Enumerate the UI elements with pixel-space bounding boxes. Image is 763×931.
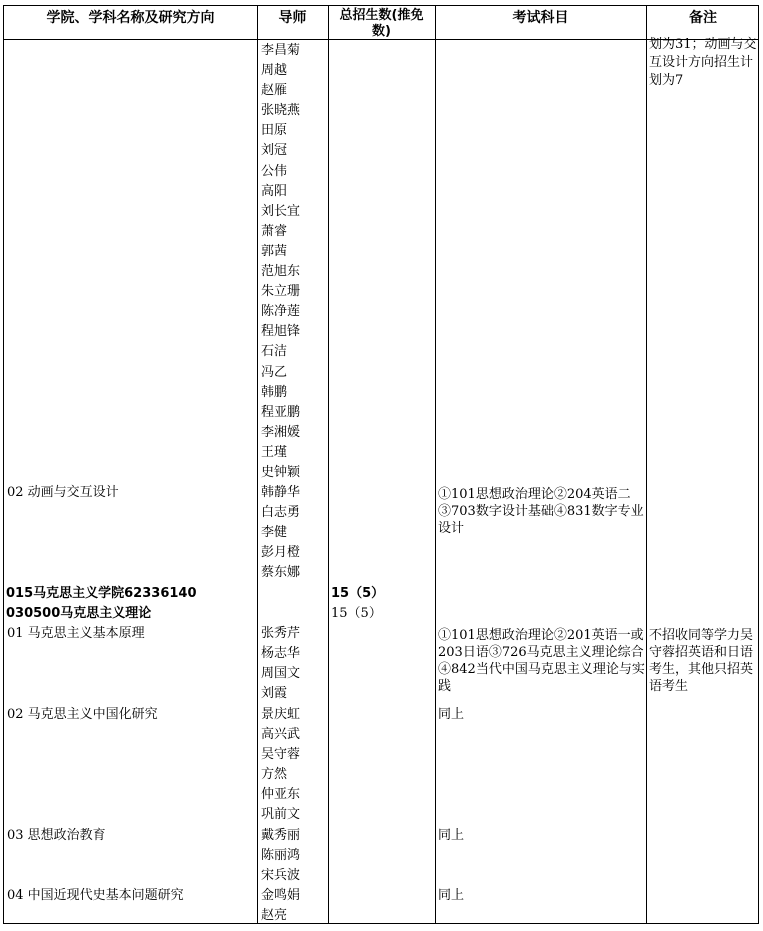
tutor-name: 王瑾 bbox=[261, 444, 288, 460]
tutor-name: 范旭东 bbox=[261, 264, 301, 280]
tutor-name: 韩静华 bbox=[261, 485, 301, 500]
note-text: 不招收同等学力吴守蓉招英语和日语考生，其他只招英语考生 bbox=[649, 628, 754, 694]
header-college: 学院、学科名称及研究方向 bbox=[46, 10, 215, 26]
header-tutor: 导师 bbox=[278, 10, 307, 26]
tutor-name: 巩前文 bbox=[261, 807, 301, 823]
tutor-list bbox=[261, 886, 300, 926]
tutor-name: 仲亚东 bbox=[261, 787, 301, 803]
tutor-name: 石洁 bbox=[261, 344, 288, 360]
tutor-name: 刘冠 bbox=[261, 143, 288, 159]
tutor-list bbox=[261, 483, 300, 583]
exam-subjects: 同上 bbox=[438, 707, 465, 722]
tutor-name: 张秀芹 bbox=[261, 626, 301, 641]
direction-name: 01 马克思主义基本原理 bbox=[7, 626, 145, 641]
column-divider bbox=[257, 6, 258, 923]
tutor-name: 彭月橙 bbox=[261, 545, 301, 561]
header-exam: 考试科目 bbox=[512, 10, 569, 26]
column-divider bbox=[435, 6, 436, 923]
tutor-name: 周越 bbox=[261, 63, 288, 79]
discipline-name: 030500马克思主义理论 bbox=[6, 606, 152, 621]
discipline-enroll: 15（5） bbox=[331, 606, 382, 621]
direction-name: 04 中国近现代史基本问题研究 bbox=[7, 888, 184, 903]
tutor-name: 萧睿 bbox=[261, 223, 288, 239]
tutor-name: 吴守蓉 bbox=[261, 747, 301, 763]
column-divider bbox=[646, 6, 647, 923]
direction-name: 02 马克思主义中国化研究 bbox=[7, 707, 158, 722]
college-name: 015马克思主义学院62336140 bbox=[6, 586, 197, 601]
tutor-name: 张晓燕 bbox=[261, 103, 301, 119]
tutor-name: 公伟 bbox=[261, 163, 288, 179]
tutor-name: 程旭锋 bbox=[261, 324, 301, 340]
admissions-table bbox=[3, 5, 759, 924]
exam-subjects: ①101思想政治理论②201英语一或203日语③726马克思主义理论综合④842当代中国马克思主义理论与实践 bbox=[438, 628, 645, 694]
exam-subjects: ①101思想政治理论②204英语二③703数字设计基础④831数字专业设计 bbox=[438, 487, 644, 536]
tutor-list bbox=[261, 624, 300, 704]
tutor-list bbox=[261, 705, 300, 826]
tutor-name: 冯乙 bbox=[261, 364, 288, 380]
direction-name: 02 动画与交互设计 bbox=[7, 485, 119, 500]
tutor-name: 周国文 bbox=[261, 666, 301, 682]
tutor-name: 高兴武 bbox=[261, 727, 301, 743]
tutor-name: 陈丽鸿 bbox=[261, 848, 301, 864]
tutor-name: 田原 bbox=[261, 123, 288, 139]
tutor-name: 李健 bbox=[261, 525, 288, 541]
direction-name: 03 思想政治教育 bbox=[7, 828, 106, 843]
header-note: 备注 bbox=[689, 10, 717, 26]
tutor-name: 金鸣娟 bbox=[261, 888, 301, 903]
tutor-name: 李湘媛 bbox=[261, 424, 301, 440]
tutor-name: 戴秀丽 bbox=[261, 828, 301, 843]
tutor-name: 刘霞 bbox=[261, 686, 288, 702]
tutor-name: 程亚鹏 bbox=[261, 404, 301, 420]
college-enroll: 15（5） bbox=[331, 586, 385, 601]
tutor-name: 史钟颖 bbox=[261, 464, 301, 480]
exam-subjects: 同上 bbox=[438, 828, 465, 843]
tutor-name: 李昌菊 bbox=[261, 43, 301, 58]
tutor-name: 宋兵波 bbox=[261, 868, 301, 884]
tutor-name: 赵雁 bbox=[261, 83, 288, 99]
tutor-name: 景庆虹 bbox=[261, 707, 301, 722]
column-divider bbox=[328, 6, 329, 923]
tutor-name: 陈净莲 bbox=[261, 304, 301, 320]
tutor-name: 朱立珊 bbox=[261, 284, 301, 300]
tutor-name: 杨志华 bbox=[261, 646, 301, 662]
tutor-name: 白志勇 bbox=[261, 505, 301, 521]
tutor-list bbox=[261, 826, 300, 886]
tutor-name: 方然 bbox=[261, 767, 288, 783]
tutor-name: 韩鹏 bbox=[261, 384, 288, 400]
tutor-name: 郭茜 bbox=[261, 243, 288, 259]
tutor-name: 蔡东娜 bbox=[261, 565, 301, 581]
tutor-name: 赵亮 bbox=[261, 908, 288, 924]
tutor-list bbox=[261, 41, 300, 483]
tutor-name: 高阳 bbox=[261, 183, 288, 199]
tutor-name: 刘长宜 bbox=[261, 203, 301, 219]
note-continued: 划为31；动画与交互设计方向招生计划为7 bbox=[649, 37, 757, 88]
exam-subjects: 同上 bbox=[438, 888, 465, 903]
header-enroll: 总招生数(推免数) bbox=[339, 8, 424, 39]
